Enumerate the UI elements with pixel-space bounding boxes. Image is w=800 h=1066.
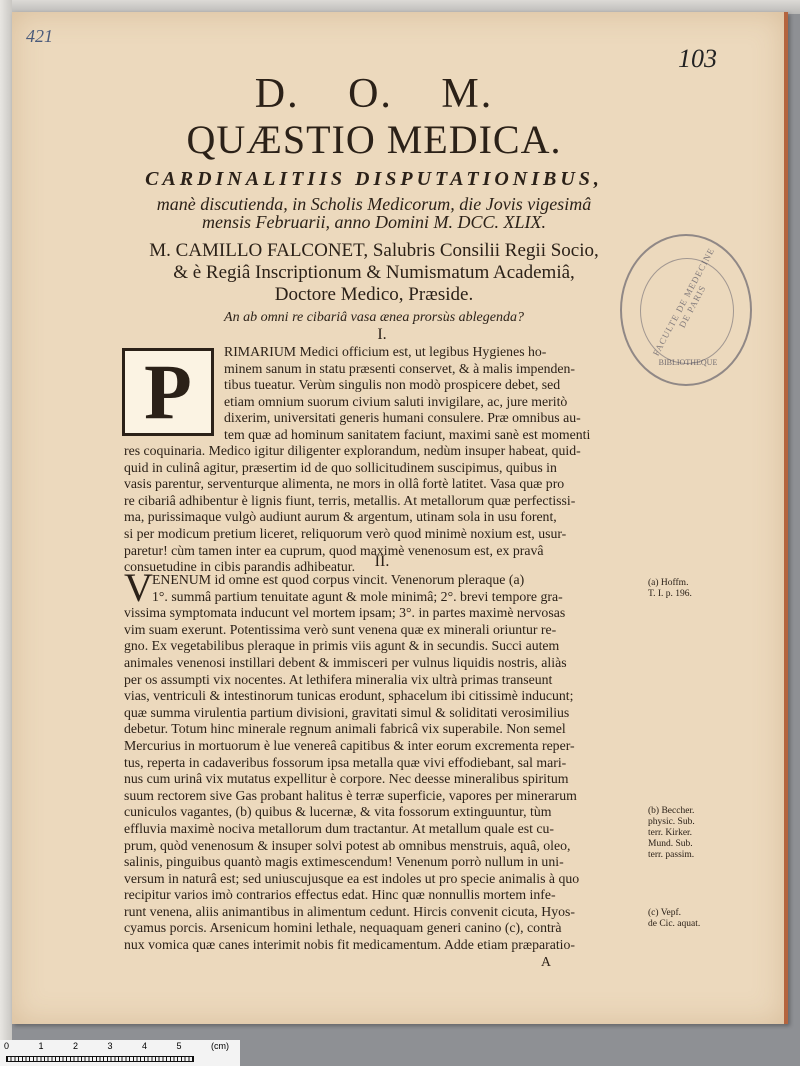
praeses-line-3: Doctore Medico, Præside.	[274, 284, 474, 305]
date-line-1: manè discutienda, in Scholis Medicorum, die Jovis vigesimâ	[156, 194, 592, 214]
text-line: tus, reperta in cadaveribus fossorum ipsa metalla quæ vivi effodiebant, sal mari-	[124, 754, 567, 770]
text-line: cuniculos vagantes, (b) quibus & lucernæ, & vita fossorum extinguuntur, tùm	[124, 804, 552, 820]
section2-text	[124, 572, 628, 970]
section1-text-beside-initial	[224, 344, 628, 444]
text-line: versum in naturâ est; sed uniuscujusque ea est indoles ut pro specie animalis à quo	[124, 870, 580, 886]
margin-note-a	[648, 578, 692, 600]
text-line: salinis, pinguibus quantò magis extimescendum! Venenum porrò nullum in uni-	[124, 854, 564, 870]
stamp-small-text: BIBLIOTHEQUE	[658, 358, 718, 367]
text-line: RIMARIUM Medici officium est, ut legibus Hygienes ho-	[224, 344, 547, 359]
text-line: tem quæ ad hominum sanitatem faciunt, maximi sanè est momenti	[224, 426, 591, 442]
praeses-line-2: & è Regiâ Inscriptionum & Numismatum Academiâ,	[173, 262, 575, 283]
text-line: quid in culinâ agitur, præsertim id de quo sollicitudinem suscipimus, quibus in	[124, 459, 557, 475]
text-line: tibus tueatur. Verùm singulis non modò prospicere debet, sed	[224, 377, 561, 393]
text-line: recipitur varios imò contrarios effectus edat. Hinc quæ nonnullis mortem infe-	[124, 887, 556, 903]
scan-background-left	[0, 0, 12, 1040]
margin-note-line: de Cic. aquat.	[648, 919, 701, 929]
margin-note-line: Mund. Sub.	[648, 839, 693, 849]
initial-letter: P	[144, 348, 192, 435]
thesis-question: An ab omni re cibariâ vasa ænea prorsùs ablegenda?	[224, 310, 524, 325]
date-line-2: mensis Februarii, anno Domini M. DCC. XLIX.	[202, 212, 546, 232]
manuscript-number: 421	[26, 26, 53, 46]
text-line: vissima symptomata inducunt vel mortem ipsam; 3°. in partes maximè nervosas	[124, 605, 566, 621]
margin-note-line: physic. Sub.	[648, 817, 695, 827]
decorated-initial	[122, 348, 214, 436]
text-line: 1°. summâ partium tenuitate agunt & mole minimâ; 2°. brevi tempore gra-	[152, 588, 563, 604]
text-line: quæ summa virulentia partium divisioni, gravitati simul & soliditati verosimilius	[124, 704, 570, 720]
subtitle-cardinalitiis: CARDINALITIIS DISPUTATIONIBUS,	[145, 168, 603, 190]
text-line: gno. Ex vegetabilibus pleraque in primis viis agunt & in secundis. Succi autem	[124, 638, 560, 654]
dom-heading: D. O. M.	[254, 71, 494, 117]
praeses-line-1: M. CAMILLO FALCONET, Salubris Consilii Regii Socio,	[149, 240, 599, 261]
text-line: vim suam exerunt. Potentissima verò sunt venena quæ ex minerali oriuntur re-	[124, 621, 557, 637]
ruler-bar	[6, 1056, 194, 1062]
text-line: ENENUM id omne est quod corpus vincit. Venenorum pleraque (a)	[152, 572, 525, 587]
text-line: res coquinaria. Medico igitur diligenter explorandum, nedùm insuper habeat, quid-	[124, 443, 581, 458]
folio-number: 103	[678, 44, 717, 73]
catchword: A	[541, 953, 551, 969]
text-line: minem sanum in statu præsenti conservet, & à malis impenden-	[224, 360, 575, 376]
margin-note-line: (b) Beccher.	[648, 806, 695, 816]
text-line: vasis parentur, serventurque alimenta, ne mors in ollâ fortè latitet. Vasa quæ pro	[124, 476, 565, 492]
ruler-numbers: 0 1 2 3 4 5 (cm)	[4, 1041, 230, 1051]
margin-note-line: (c) Vepf.	[648, 908, 682, 918]
text-line: animales venenosi instillari debent & immisceri per vulnus liquidis nostris, aliàs	[124, 654, 567, 670]
text-line: nus cum urinâ vix mutatus expellitur è corpore. Nec deesse mineralibus spiritum	[124, 771, 569, 787]
margin-note-line: terr. Kirker.	[648, 828, 693, 838]
section-numeral-1: I.	[377, 326, 387, 343]
margin-note-b	[648, 806, 695, 861]
document-page	[12, 12, 788, 1024]
stamp-text: FACULTE DE MEDECINE DE PARIS	[650, 245, 717, 358]
text-line: effluvia maximè nociva metallorum dum tractantur. At metallum quale est cu-	[124, 820, 555, 836]
text-line: re cibariâ adhibentur è lignis fiunt, terris, metallis. At metallorum quæ perfectissi-	[124, 492, 576, 508]
text-line: nux vomica quæ canes interimit nobis fit medicamentum. Adde etiam præparatio-	[124, 937, 575, 953]
scale-ruler	[0, 1040, 240, 1066]
text-line: consuetudine in cibis parandis adhibeatur.	[124, 559, 356, 575]
initial-letter-v: V	[124, 565, 153, 610]
margin-note-line: terr. passim.	[648, 850, 695, 860]
text-line: cyamus porcis. Arsenicum homini lethale, nequaquam generi canino (c), contrà	[124, 920, 562, 936]
margin-note-line: (a) Hoffm.	[648, 578, 689, 588]
text-line: vias, ventriculi & intestinorum tunicas erodunt, sphacelum ibi citissimè inducunt;	[124, 688, 574, 704]
text-line: dixerim, universitati generis humani consulere. Præ omnibus au-	[224, 410, 581, 426]
margin-note-c	[648, 908, 700, 930]
text-line: si per modicum pretium liceret, reliquorum verò quod minimè noxium est, usur-	[124, 525, 567, 541]
text-line: runt venena, aliis animantibus in alimentum cedunt. Hircis convenit cicuta, Hyos-	[124, 903, 575, 919]
text-line: prum, quòd venenosum & insuper solvi potest ab omnibus menstruis, aquâ, oleo,	[124, 837, 571, 853]
text-line: Mercurius in mortuorum è lue venereâ capitibus & inter eorum excrementa reper-	[124, 737, 575, 753]
text-line: suum rectorem sive Gas probant halitus è terræ superficie, vapores per minerarum	[124, 787, 577, 803]
text-line: debetur. Totum hinc minerale regnum animali fabricâ vix superabile. Non semel	[124, 721, 566, 737]
page-title: QUÆSTIO MEDICA.	[186, 117, 562, 162]
margin-note-line: T. I. p. 196.	[648, 589, 692, 599]
text-line: per os assumpti vix nocentes. At lethifera mineralia vix ultrà primas transeunt	[124, 671, 553, 687]
text-line: paretur! cùm tamen inter ea cuprum, quod maximè venenosum est, ex pravâ	[124, 542, 544, 558]
text-line: ma, purissimaque vulgò audiunt aurum & argentum, utinam sola in usu forent,	[124, 509, 557, 525]
text-line: etiam omnium suorum civium saluti invigilare, ac, jure meritò	[224, 393, 568, 409]
section-numeral-2: II.	[374, 553, 390, 570]
